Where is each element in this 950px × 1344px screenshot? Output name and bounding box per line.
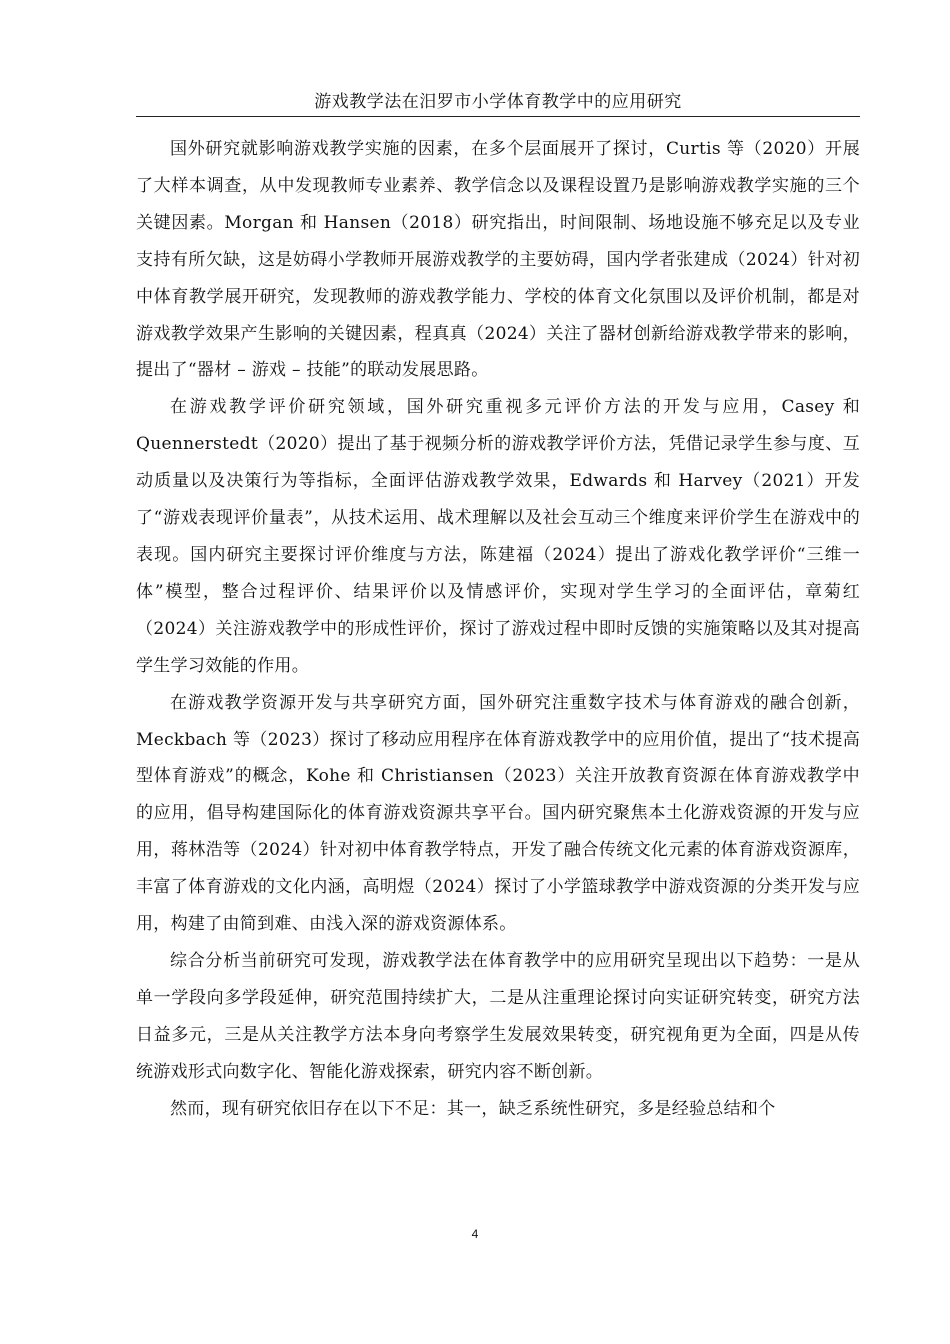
paragraph-evaluation-research: 在游戏教学评价研究领域，国外研究重视多元评价方法的开发与应用，Casey 和 Quennerstedt（2020）提出了基于视频分析的游戏教学评价方法，凭借记录学生参与度、互动质量以及决策行为等指标，全面评估游戏教学效果，Edwards 和 Harvey（2021）开发了“游戏表现评价量表”，从技术运用、战术理解以及社会互动三个维度来评价学生在游戏中的表现。国内研究主要探讨评价维度与方法，陈建福（2024）提出了游戏化教学评价“三维一体”模型，整合过程评价、结果评价以及情感评价，实现对学生学习的全面评估，章菊红（2024）关注游戏教学中的形成性评价，探讨了游戏过程中即时反馈的实施策略以及其对提高学生学习效能的作用。 (136, 397, 860, 676)
paragraph-research-trends: 综合分析当前研究可发现，游戏教学法在体育教学中的应用研究呈现出以下趋势：一是从单一学段向多学段延伸，研究范围持续扩大，二是从注重理论探讨向实证研究转变，研究方法日益多元，三是从关注教学方法本身向考察学生发展效果转变，研究视角更为全面，四是从传统游戏形式向数字化、智能化游戏探索，研究内容不断创新。 (136, 950, 860, 1082)
paragraph-resource-development: 在游戏教学资源开发与共享研究方面，国外研究注重数字技术与体育游戏的融合创新，Meckbach 等（2023）探讨了移动应用程序在体育游戏教学中的应用价值，提出了“技术提高型体育游戏”的概念，Kohe 和 Christiansen（2023）关注开放教育资源在体育游戏教学中的应用，倡导构建国际化的体育游戏资源共享平台。国内研究聚焦本土化游戏资源的开发与应用，蒋林浩等（2024）针对初中体育教学特点，开发了融合传统文化元素的体育游戏资源库，丰富了体育游戏的文化内涵，高明煜（2024）探讨了小学篮球教学中游戏资源的分类开发与应用，构建了由简到难、由浅入深的游戏资源体系。 (136, 692, 860, 935)
page-number: 4 (471, 1227, 479, 1241)
paragraph-influencing-factors: 国外研究就影响游戏教学实施的因素，在多个层面展开了探讨，Curtis 等（2020）开展了大样本调查，从中发现教师专业素养、教学信念以及课程设置乃是影响游戏教学实施的三个关键因素。Morgan 和 Hansen（2018）研究指出，时间限制、场地设施不够充足以及专业支持有所欠缺，这是妨碍小学教师开展游戏教学的主要妨碍，国内学者张建成（2024）针对初中体育教学展开研究，发现教师的游戏教学能力、学校的体育文化氛围以及评价机制，都是对游戏教学效果产生影响的关键因素，程真真（2024）关注了器材创新给游戏教学带来的影响，提出了“器材 – 游戏 – 技能”的联动发展思路。 (136, 139, 860, 381)
running-header-title: 游戏教学法在汨罗市小学体育教学中的应用研究 (314, 92, 682, 112)
body-text (136, 131, 860, 1127)
header-rule (136, 116, 860, 117)
paragraph-shortcomings: 然而，现有研究依旧存在以下不足：其一，缺乏系统性研究，多是经验总结和个 (170, 1098, 776, 1119)
